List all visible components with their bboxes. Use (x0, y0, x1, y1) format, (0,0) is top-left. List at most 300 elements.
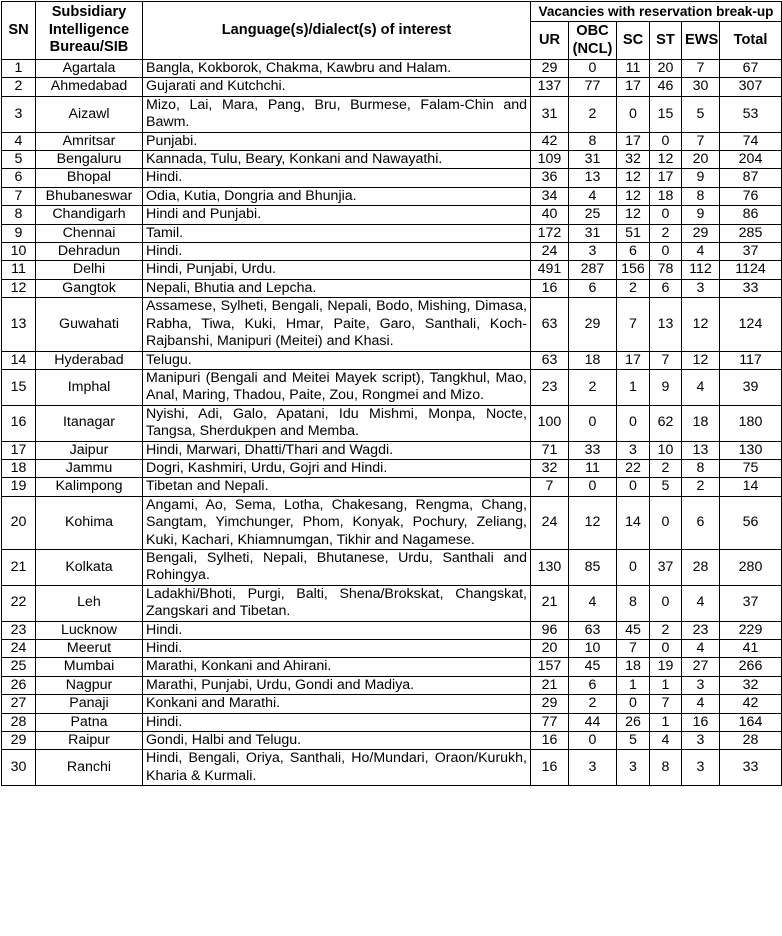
cell-sib: Meerut (36, 640, 143, 658)
cell-language: Odia, Kutia, Dongria and Bhunjia. (143, 187, 531, 205)
cell-ews: 2 (682, 478, 720, 496)
cell-obc: 3 (569, 243, 617, 261)
cell-sn: 16 (2, 405, 36, 441)
cell-obc: 287 (569, 261, 617, 279)
cell-sib: Gangtok (36, 279, 143, 297)
cell-sib: Bhopal (36, 169, 143, 187)
cell-obc: 18 (569, 351, 617, 369)
cell-total: 32 (720, 676, 782, 694)
cell-total: 1124 (720, 261, 782, 279)
cell-total: 117 (720, 351, 782, 369)
cell-sn: 14 (2, 351, 36, 369)
cell-obc: 0 (569, 60, 617, 78)
cell-sib: Kalimpong (36, 478, 143, 496)
table-row (2, 206, 782, 224)
cell-st: 0 (650, 640, 682, 658)
cell-sn: 6 (2, 169, 36, 187)
cell-total: 180 (720, 405, 782, 441)
cell-sc: 17 (617, 351, 650, 369)
table-row (2, 549, 782, 585)
cell-sib: Ranchi (36, 750, 143, 786)
cell-language: Tibetan and Nepali. (143, 478, 531, 496)
cell-ur: 63 (531, 351, 569, 369)
cell-sc: 1 (617, 676, 650, 694)
cell-language: Angami, Ao, Sema, Lotha, Chakesang, Rengma, Chang, Sangtam, Yimchunger, Phom, Konyak, Pochury, Zeliang, Kuki, Kachari, Khiamnumgan, Tikhir and Nagamese. (143, 496, 531, 549)
cell-total: 285 (720, 224, 782, 242)
cell-language: Mizo, Lai, Mara, Pang, Bru, Burmese, Falam-Chin and Bawm. (143, 96, 531, 132)
cell-sib: Dehradun (36, 243, 143, 261)
cell-ur: 21 (531, 585, 569, 621)
cell-st: 7 (650, 351, 682, 369)
cell-obc: 77 (569, 78, 617, 96)
cell-st: 6 (650, 279, 682, 297)
cell-sc: 8 (617, 585, 650, 621)
cell-ur: 34 (531, 187, 569, 205)
cell-sc: 0 (617, 549, 650, 585)
cell-ews: 18 (682, 405, 720, 441)
cell-ur: 29 (531, 695, 569, 713)
cell-sib: Guwahati (36, 298, 143, 351)
cell-sib: Jaipur (36, 441, 143, 459)
cell-sib: Panaji (36, 695, 143, 713)
cell-st: 5 (650, 478, 682, 496)
header-obc-line: (NCL) (572, 40, 613, 57)
table-body (2, 60, 782, 786)
cell-language: Bangla, Kokborok, Chakma, Kawbru and Halam. (143, 60, 531, 78)
cell-ews: 30 (682, 78, 720, 96)
cell-sn: 15 (2, 369, 36, 405)
cell-total: 87 (720, 169, 782, 187)
cell-language: Nepali, Bhutia and Lepcha. (143, 279, 531, 297)
table-row (2, 96, 782, 132)
cell-ews: 9 (682, 169, 720, 187)
cell-ews: 12 (682, 351, 720, 369)
header-ur: UR (531, 22, 569, 60)
cell-st: 12 (650, 151, 682, 169)
table-row (2, 169, 782, 187)
cell-sc: 12 (617, 206, 650, 224)
table-row (2, 478, 782, 496)
cell-obc: 2 (569, 695, 617, 713)
cell-sn: 5 (2, 151, 36, 169)
table-row (2, 496, 782, 549)
table-row (2, 750, 782, 786)
cell-obc: 31 (569, 151, 617, 169)
cell-st: 2 (650, 459, 682, 477)
cell-ur: 42 (531, 132, 569, 150)
cell-ur: 16 (531, 750, 569, 786)
cell-sc: 1 (617, 369, 650, 405)
cell-language: Punjabi. (143, 132, 531, 150)
cell-obc: 3 (569, 750, 617, 786)
header-sib-line: Subsidiary (51, 4, 127, 21)
table-row (2, 732, 782, 750)
table-row (2, 60, 782, 78)
cell-st: 0 (650, 132, 682, 150)
cell-sc: 7 (617, 298, 650, 351)
cell-total: 75 (720, 459, 782, 477)
cell-sc: 3 (617, 750, 650, 786)
cell-ur: 29 (531, 60, 569, 78)
cell-obc: 6 (569, 676, 617, 694)
cell-total: 124 (720, 298, 782, 351)
cell-st: 1 (650, 713, 682, 731)
cell-sib: Nagpur (36, 676, 143, 694)
cell-st: 78 (650, 261, 682, 279)
cell-ews: 4 (682, 369, 720, 405)
cell-sn: 30 (2, 750, 36, 786)
table-row (2, 151, 782, 169)
cell-sib: Lucknow (36, 621, 143, 639)
cell-sn: 29 (2, 732, 36, 750)
header-sc: SC (617, 22, 650, 60)
cell-language: Hindi. (143, 621, 531, 639)
cell-sn: 17 (2, 441, 36, 459)
cell-ur: 20 (531, 640, 569, 658)
cell-ur: 491 (531, 261, 569, 279)
cell-sn: 26 (2, 676, 36, 694)
cell-st: 2 (650, 621, 682, 639)
cell-obc: 31 (569, 224, 617, 242)
cell-sn: 13 (2, 298, 36, 351)
cell-sn: 10 (2, 243, 36, 261)
cell-total: 56 (720, 496, 782, 549)
cell-total: 37 (720, 585, 782, 621)
cell-sc: 14 (617, 496, 650, 549)
table-row (2, 187, 782, 205)
cell-obc: 0 (569, 405, 617, 441)
cell-st: 9 (650, 369, 682, 405)
cell-sn: 28 (2, 713, 36, 731)
cell-st: 0 (650, 206, 682, 224)
cell-st: 4 (650, 732, 682, 750)
cell-obc: 4 (569, 585, 617, 621)
cell-ews: 16 (682, 713, 720, 731)
cell-total: 307 (720, 78, 782, 96)
cell-total: 14 (720, 478, 782, 496)
cell-obc: 10 (569, 640, 617, 658)
table-row (2, 78, 782, 96)
cell-sib: Amritsar (36, 132, 143, 150)
cell-language: Assamese, Sylheti, Bengali, Nepali, Bodo, Mishing, Dimasa, Rabha, Tiwa, Kuki, Hmar, Paite, Garo, Santhali, Koch-Rajbanshi, Manipuri (Meitei) and Khasi. (143, 298, 531, 351)
cell-ur: 31 (531, 96, 569, 132)
cell-ur: 96 (531, 621, 569, 639)
table-row (2, 441, 782, 459)
cell-ur: 24 (531, 496, 569, 549)
cell-sib: Itanagar (36, 405, 143, 441)
cell-ews: 3 (682, 279, 720, 297)
cell-sn: 7 (2, 187, 36, 205)
cell-sc: 32 (617, 151, 650, 169)
cell-sib: Kolkata (36, 549, 143, 585)
cell-total: 74 (720, 132, 782, 150)
cell-sib: Imphal (36, 369, 143, 405)
cell-ews: 27 (682, 658, 720, 676)
cell-sn: 22 (2, 585, 36, 621)
cell-sn: 27 (2, 695, 36, 713)
cell-st: 0 (650, 496, 682, 549)
cell-sc: 0 (617, 405, 650, 441)
cell-ews: 4 (682, 243, 720, 261)
cell-total: 86 (720, 206, 782, 224)
table-row (2, 658, 782, 676)
cell-sc: 2 (617, 279, 650, 297)
cell-ews: 3 (682, 750, 720, 786)
header-sn: SN (2, 2, 36, 60)
cell-ur: 109 (531, 151, 569, 169)
table-row (2, 261, 782, 279)
cell-language: Hindi. (143, 640, 531, 658)
cell-sn: 24 (2, 640, 36, 658)
cell-language: Hindi. (143, 713, 531, 731)
cell-sib: Mumbai (36, 658, 143, 676)
cell-sc: 45 (617, 621, 650, 639)
cell-obc: 11 (569, 459, 617, 477)
table-row (2, 695, 782, 713)
cell-obc: 85 (569, 549, 617, 585)
cell-obc: 12 (569, 496, 617, 549)
cell-language: Konkani and Marathi. (143, 695, 531, 713)
table-row (2, 676, 782, 694)
cell-obc: 0 (569, 478, 617, 496)
cell-ews: 13 (682, 441, 720, 459)
cell-obc: 33 (569, 441, 617, 459)
cell-language: Hindi. (143, 169, 531, 187)
cell-sc: 7 (617, 640, 650, 658)
table-row (2, 132, 782, 150)
cell-sib: Kohima (36, 496, 143, 549)
cell-total: 42 (720, 695, 782, 713)
cell-ur: 63 (531, 298, 569, 351)
table-row (2, 621, 782, 639)
cell-sn: 3 (2, 96, 36, 132)
cell-st: 37 (650, 549, 682, 585)
cell-sib: Aizawl (36, 96, 143, 132)
cell-sn: 21 (2, 549, 36, 585)
cell-sn: 11 (2, 261, 36, 279)
cell-ur: 172 (531, 224, 569, 242)
cell-st: 46 (650, 78, 682, 96)
cell-ews: 29 (682, 224, 720, 242)
cell-total: 76 (720, 187, 782, 205)
cell-sc: 12 (617, 169, 650, 187)
cell-ews: 112 (682, 261, 720, 279)
cell-sc: 5 (617, 732, 650, 750)
table-row (2, 279, 782, 297)
cell-obc: 25 (569, 206, 617, 224)
cell-ur: 36 (531, 169, 569, 187)
table-row (2, 351, 782, 369)
cell-obc: 44 (569, 713, 617, 731)
cell-sn: 9 (2, 224, 36, 242)
cell-obc: 2 (569, 369, 617, 405)
cell-sib: Delhi (36, 261, 143, 279)
cell-obc: 0 (569, 732, 617, 750)
header-obc-line: OBC (576, 23, 609, 40)
header-sib-line: Bureau/SIB (49, 39, 129, 56)
cell-sc: 26 (617, 713, 650, 731)
cell-ews: 4 (682, 640, 720, 658)
cell-obc: 13 (569, 169, 617, 187)
cell-total: 229 (720, 621, 782, 639)
cell-ews: 20 (682, 151, 720, 169)
cell-language: Hindi, Marwari, Dhatti/Thari and Wagdi. (143, 441, 531, 459)
cell-ur: 157 (531, 658, 569, 676)
cell-ur: 77 (531, 713, 569, 731)
cell-language: Nyishi, Adi, Galo, Apatani, Idu Mishmi, Monpa, Nocte, Tangsa, Sherdukpen and Memba. (143, 405, 531, 441)
cell-sn: 1 (2, 60, 36, 78)
cell-language: Marathi, Punjabi, Urdu, Gondi and Madiya. (143, 676, 531, 694)
table-row (2, 298, 782, 351)
cell-language: Gujarati and Kutchchi. (143, 78, 531, 96)
cell-total: 28 (720, 732, 782, 750)
cell-ews: 4 (682, 695, 720, 713)
cell-obc: 2 (569, 96, 617, 132)
cell-sib: Agartala (36, 60, 143, 78)
cell-sib: Raipur (36, 732, 143, 750)
header-vacancies-group: Vacancies with reservation break-up (531, 2, 782, 22)
cell-sc: 12 (617, 187, 650, 205)
cell-language: Bengali, Sylheti, Nepali, Bhutanese, Urdu, Santhali and Rohingya. (143, 549, 531, 585)
header-sib (36, 2, 143, 60)
cell-ur: 16 (531, 732, 569, 750)
cell-st: 0 (650, 243, 682, 261)
cell-st: 20 (650, 60, 682, 78)
cell-total: 39 (720, 369, 782, 405)
cell-ews: 3 (682, 676, 720, 694)
cell-total: 67 (720, 60, 782, 78)
cell-ur: 100 (531, 405, 569, 441)
cell-obc: 45 (569, 658, 617, 676)
cell-st: 19 (650, 658, 682, 676)
cell-ews: 12 (682, 298, 720, 351)
cell-language: Kannada, Tulu, Beary, Konkani and Nawayathi. (143, 151, 531, 169)
cell-st: 17 (650, 169, 682, 187)
cell-obc: 8 (569, 132, 617, 150)
cell-obc: 6 (569, 279, 617, 297)
cell-st: 15 (650, 96, 682, 132)
table-row (2, 405, 782, 441)
cell-obc: 4 (569, 187, 617, 205)
cell-language: Telugu. (143, 351, 531, 369)
cell-ews: 7 (682, 132, 720, 150)
table-row (2, 640, 782, 658)
cell-sn: 18 (2, 459, 36, 477)
cell-sib: Hyderabad (36, 351, 143, 369)
cell-total: 41 (720, 640, 782, 658)
cell-ur: 7 (531, 478, 569, 496)
cell-ews: 6 (682, 496, 720, 549)
cell-sn: 2 (2, 78, 36, 96)
cell-sib: Leh (36, 585, 143, 621)
cell-st: 10 (650, 441, 682, 459)
cell-sib: Chandigarh (36, 206, 143, 224)
cell-ur: 130 (531, 549, 569, 585)
cell-sc: 22 (617, 459, 650, 477)
cell-sn: 19 (2, 478, 36, 496)
cell-obc: 29 (569, 298, 617, 351)
cell-obc: 63 (569, 621, 617, 639)
cell-ur: 40 (531, 206, 569, 224)
cell-sib: Bengaluru (36, 151, 143, 169)
cell-ur: 16 (531, 279, 569, 297)
cell-ews: 4 (682, 585, 720, 621)
cell-st: 2 (650, 224, 682, 242)
cell-st: 62 (650, 405, 682, 441)
cell-total: 280 (720, 549, 782, 585)
cell-sc: 0 (617, 695, 650, 713)
cell-sc: 0 (617, 96, 650, 132)
cell-sc: 18 (617, 658, 650, 676)
cell-total: 266 (720, 658, 782, 676)
table-row (2, 224, 782, 242)
cell-ur: 71 (531, 441, 569, 459)
cell-language: Manipuri (Bengali and Meitei Mayek script), Tangkhul, Mao, Anal, Maring, Thadou, Paite, Zou, Rongmei and Mizo. (143, 369, 531, 405)
header-ews: EWS (682, 22, 720, 60)
cell-st: 0 (650, 585, 682, 621)
table-header (2, 2, 782, 60)
cell-total: 37 (720, 243, 782, 261)
cell-total: 130 (720, 441, 782, 459)
cell-language: Dogri, Kashmiri, Urdu, Gojri and Hindi. (143, 459, 531, 477)
cell-sc: 17 (617, 78, 650, 96)
cell-total: 33 (720, 279, 782, 297)
cell-ews: 9 (682, 206, 720, 224)
cell-sn: 20 (2, 496, 36, 549)
cell-ews: 3 (682, 732, 720, 750)
cell-total: 53 (720, 96, 782, 132)
cell-ews: 8 (682, 459, 720, 477)
cell-st: 8 (650, 750, 682, 786)
header-st: ST (650, 22, 682, 60)
cell-sn: 4 (2, 132, 36, 150)
cell-total: 33 (720, 750, 782, 786)
cell-ur: 23 (531, 369, 569, 405)
cell-st: 13 (650, 298, 682, 351)
cell-sib: Jammu (36, 459, 143, 477)
cell-sn: 8 (2, 206, 36, 224)
cell-sib: Patna (36, 713, 143, 731)
cell-sc: 0 (617, 478, 650, 496)
cell-ur: 24 (531, 243, 569, 261)
cell-language: Hindi. (143, 243, 531, 261)
cell-sib: Chennai (36, 224, 143, 242)
cell-sn: 12 (2, 279, 36, 297)
cell-sc: 17 (617, 132, 650, 150)
table-row (2, 585, 782, 621)
cell-sc: 6 (617, 243, 650, 261)
cell-language: Hindi, Bengali, Oriya, Santhali, Ho/Mundari, Oraon/Kurukh, Kharia & Kurmali. (143, 750, 531, 786)
cell-st: 7 (650, 695, 682, 713)
cell-ur: 32 (531, 459, 569, 477)
cell-ews: 5 (682, 96, 720, 132)
cell-sib: Ahmedabad (36, 78, 143, 96)
cell-total: 164 (720, 713, 782, 731)
header-language: Language(s)/dialect(s) of interest (143, 2, 531, 60)
table-row (2, 243, 782, 261)
cell-language: Marathi, Konkani and Ahirani. (143, 658, 531, 676)
cell-sc: 51 (617, 224, 650, 242)
cell-sc: 156 (617, 261, 650, 279)
cell-language: Ladakhi/Bhoti, Purgi, Balti, Shena/Brokskat, Changskat, Zangskari and Tibetan. (143, 585, 531, 621)
cell-st: 18 (650, 187, 682, 205)
table-row (2, 459, 782, 477)
cell-total: 204 (720, 151, 782, 169)
cell-sn: 23 (2, 621, 36, 639)
cell-st: 1 (650, 676, 682, 694)
cell-sc: 11 (617, 60, 650, 78)
cell-language: Hindi, Punjabi, Urdu. (143, 261, 531, 279)
